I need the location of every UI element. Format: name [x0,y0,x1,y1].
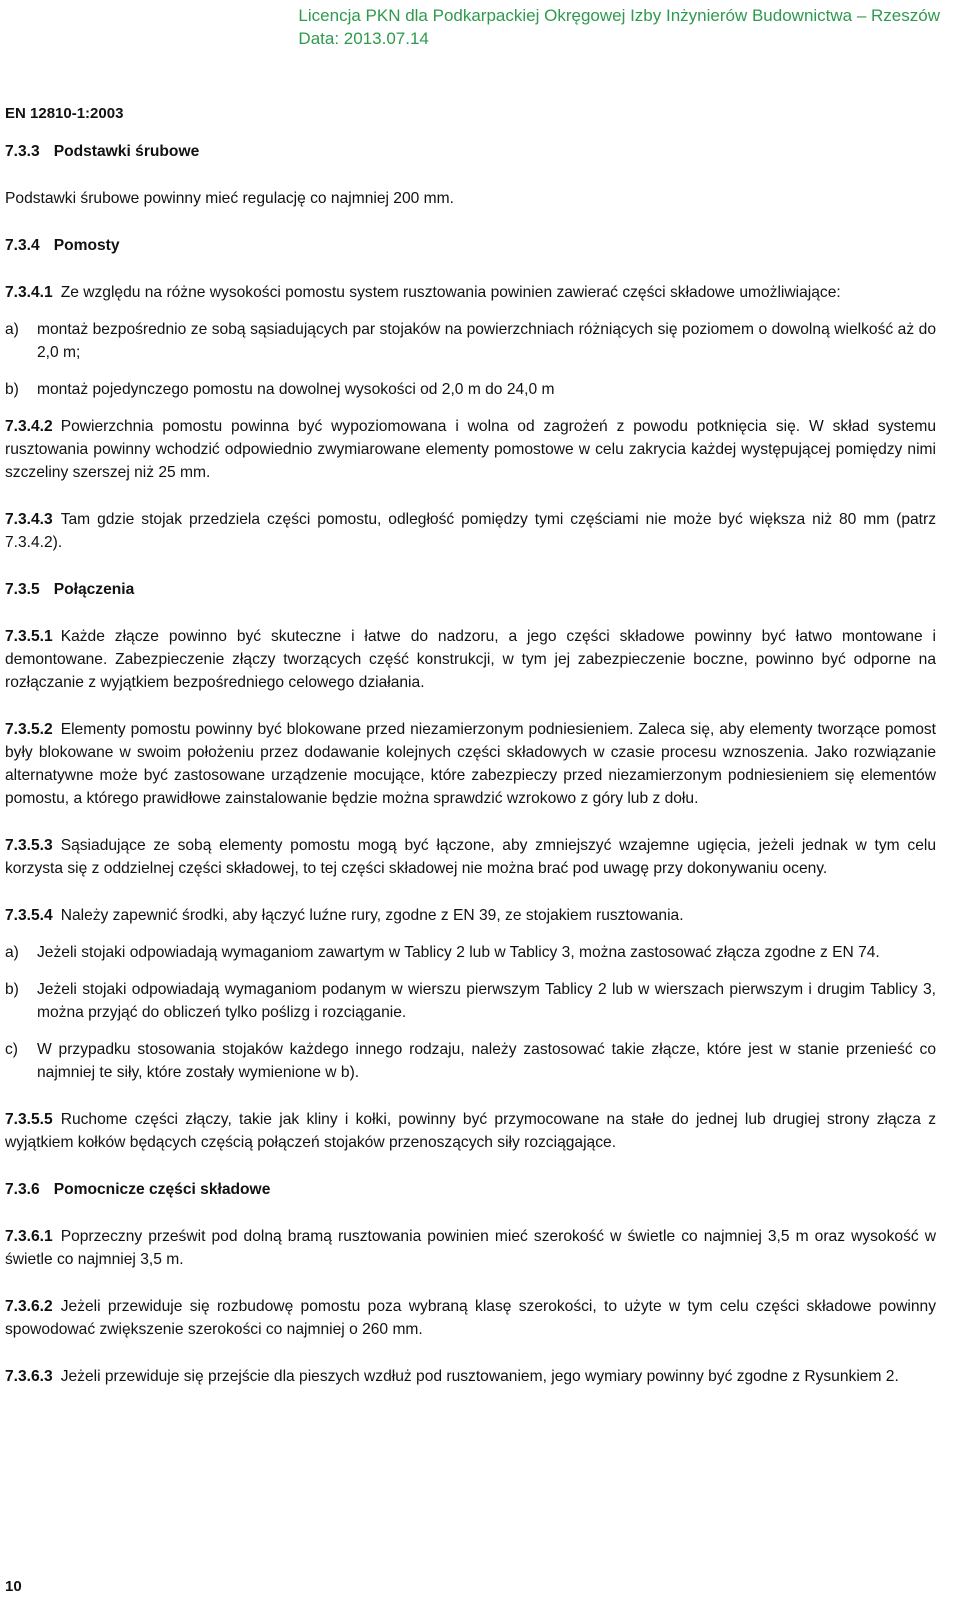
section-heading-7-3-3 [5,140,936,163]
clause-number: 7.3.4.3 [5,511,53,528]
list-label: a) [5,944,19,961]
list-label: c) [5,1041,18,1058]
clause-7-3-4-3 [5,508,936,554]
clause-text: Ruchome części złączy, takie jak kliny i kołki, powinny być przymocowane na stałe do jednej lub drugiej strony złącza z wyjątkiem kołków będących częścią połączeń stojaków przenoszących siły rozciągające. [5,1111,936,1151]
list-item [5,318,936,364]
clause-text: Elementy pomostu powinny być blokowane przed niezamierzonym podniesieniem. Zaleca się, aby elementy tworzące pomost były blokowane w swoim położeniu przez dodawanie kolejnych części składowych w czasie procesu wznoszenia. Jako rozwiązanie alternatywne może być zastosowane urządzenie mocujące, które zabezpieczy przed niezamierzonym podniesieniem się elementów pomostu, a którego prawidłowe zainstalowanie będzie można sprawdzić wzrokowo z góry lub z dołu. [5,721,936,807]
clause-number: 7.3.4.2 [5,418,53,435]
list-item [5,941,936,964]
list-label: a) [5,321,19,338]
list-text: W przypadku stosowania stojaków każdego innego rodzaju, należy zastosować takie złącze, które jest w stanie przenieść co najmniej te siły, które zostały wymienione w b). [37,1041,936,1081]
list-text: Jeżeli stojaki odpowiadają wymaganiom zawartym w Tablicy 2 lub w Tablicy 3, można zastosować złącza zgodne z EN 74. [37,944,880,961]
section-number: 7.3.5 [5,581,40,598]
list-item [5,378,936,401]
list-text: montaż bezpośrednio ze sobą sąsiadujących par stojaków na powierzchniach różniących się poziomem o dowolną wielkość aż do 2,0 m; [37,321,936,361]
clause-7-3-4-1 [5,281,936,304]
clause-text: Jeżeli przewiduje się rozbudowę pomostu poza wybraną klasę szerokości, to użyte w tym celu części składowe powinny spowodować zwiększenie szerokości co najmniej o 260 mm. [5,1298,936,1338]
standard-number: EN 12810-1:2003 [5,105,124,122]
paragraph: Podstawki śrubowe powinny mieć regulację co najmniej 200 mm. [5,190,454,207]
clause-7-3-6-2 [5,1295,936,1341]
clause-7-3-5-1 [5,625,936,694]
clause-text: Powierzchnia pomostu powinna być wypoziomowana i wolna od zagrożeń z powodu potknięcia się. W skład systemu rusztowania powinny wchodzić odpowiednio zwymiarowane elementy pomostowe w celu zakrycia każdej występującej pomiędzy nimi szczeliny szerszej niż 25 mm. [5,418,936,481]
clause-number: 7.3.5.3 [5,837,53,854]
clause-text: Jeżeli przewiduje się przejście dla pieszych wzdłuż pod rusztowaniem, jego wymiary powinny być zgodne z Rysunkiem 2. [60,1368,899,1385]
clause-7-3-5-3 [5,834,936,880]
clause-7-3-5-2 [5,718,936,810]
clause-7-3-4-2 [5,415,936,484]
page-number: 10 [5,1578,22,1595]
clause-7-3-6-1 [5,1225,936,1271]
license-line: Licencja PKN dla Podkarpackiej Okręgowej Izby Inżynierów Budownictwa – Rzeszów [298,6,940,25]
clause-7-3-6-3 [5,1365,936,1388]
clause-text: Ze względu na różne wysokości pomostu system rusztowania powinien zawierać części składowe umożliwiające: [60,284,841,301]
list-text: montaż pojedynczego pomostu na dowolnej wysokości od 2,0 m do 24,0 m [37,381,555,398]
clause-text: Tam gdzie stojak przedziela części pomostu, odległość pomiędzy tymi częściami nie może być większa niż 80 mm (patrz 7.3.4.2). [5,511,936,551]
list-text: Jeżeli stojaki odpowiadają wymaganiom podanym w wierszu pierwszym Tablicy 2 lub w wierszach pierwszym i drugim Tablicy 3, można przyjąć do obliczeń tylko poślizg i rozciąganie. [37,981,936,1021]
section-number: 7.3.4 [5,237,40,254]
license-watermark [298,4,940,50]
clause-number: 7.3.4.1 [5,284,53,301]
section-number: 7.3.3 [5,143,40,160]
clause-7-3-5-4 [5,904,936,927]
clause-text: Sąsiadujące ze sobą elementy pomostu mogą być łączone, aby zmniejszyć wzajemne ugięcia, jeżeli jednak w tym celu korzysta się z oddzielnej części składowej, to tej części składowej nie można brać pod uwagę przy dokonywaniu oceny. [5,837,936,877]
clause-number: 7.3.5.1 [5,628,53,645]
clause-text: Poprzeczny prześwit pod dolną bramą rusztowania powinien mieć szerokość w świetle co najmniej 3,5 m oraz wysokość w świetle co najmniej 3,5 m. [5,1228,936,1268]
clause-7-3-5-5 [5,1108,936,1154]
list-label: b) [5,981,19,998]
section-number: 7.3.6 [5,1181,40,1198]
list-item [5,1038,936,1084]
list-label: b) [5,381,19,398]
clause-text: Należy zapewnić środki, aby łączyć luźne rury, zgodne z EN 39, ze stojakiem rusztowania. [60,907,684,924]
clause-number: 7.3.5.5 [5,1111,53,1128]
section-title: Pomocnicze części składowe [53,1181,271,1198]
section-title: Podstawki śrubowe [53,143,200,160]
clause-number: 7.3.5.4 [5,907,53,924]
clause-text: Każde złącze powinno być skuteczne i łatwe do nadzoru, a jego części składowe powinny być łatwo montowane i demontowane. Zabezpieczenie złączy tworzących część konstrukcji, w tym jej zabezpieczenie boczne, powinno być odporne na rozłączanie z wyjątkiem bezpośredniego celowego działania. [5,628,936,691]
section-heading-7-3-6 [5,1178,936,1201]
section-heading-7-3-4 [5,234,936,257]
section-title: Pomosty [53,237,120,254]
clause-number: 7.3.5.2 [5,721,53,738]
clause-number: 7.3.6.1 [5,1228,53,1245]
section-title: Połączenia [53,581,135,598]
clause-number: 7.3.6.2 [5,1298,53,1315]
document-body [5,140,936,1388]
list-item [5,978,936,1024]
section-heading-7-3-5 [5,578,936,601]
license-date: Data: 2013.07.14 [298,29,429,48]
clause-number: 7.3.6.3 [5,1368,53,1385]
